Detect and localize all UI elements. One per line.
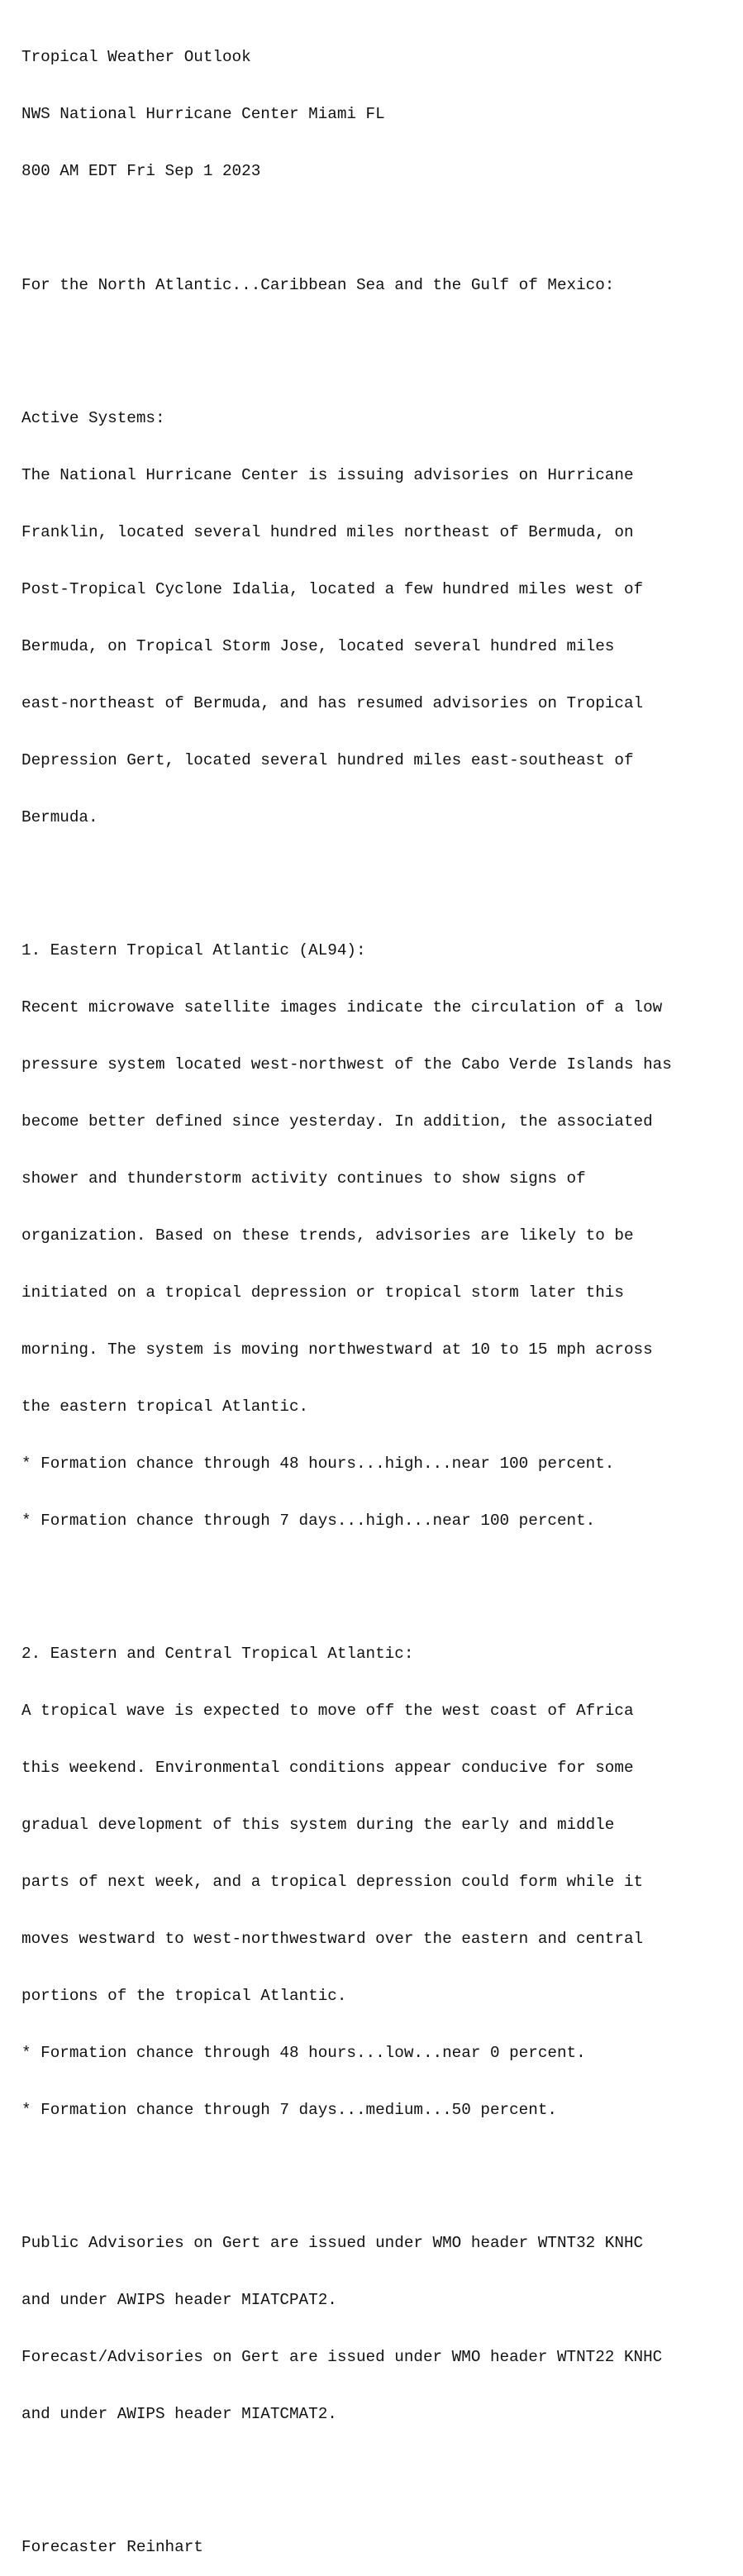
outlook-1-line: become better defined since yesterday. In addition, the associated: [21, 1112, 653, 1131]
active-systems-line: Franklin, located several hundred miles northeast of Bermuda, on: [21, 523, 634, 541]
outlook-2-heading: 2. Eastern and Central Tropical Atlantic:: [21, 1645, 414, 1663]
outlook-1-chance-7d: * Formation chance through 7 days...high...near 100 percent.: [21, 1512, 596, 1530]
advisory-info-line: and under AWIPS header MIATCMAT2.: [21, 2405, 337, 2423]
active-systems-line: Bermuda, on Tropical Storm Jose, located several hundred miles: [21, 637, 615, 655]
scope-line: For the North Atlantic...Caribbean Sea and the Gulf of Mexico:: [21, 276, 615, 294]
outlook-2-line: this weekend. Environmental conditions appear conducive for some: [21, 1759, 634, 1777]
outlook-2-chance-7d: * Formation chance through 7 days...medium...50 percent.: [21, 2101, 557, 2119]
outlook-2-line: portions of the tropical Atlantic.: [21, 1987, 347, 2005]
outlook-1-line: morning. The system is moving northwestward at 10 to 15 mph across: [21, 1340, 653, 1359]
advisory-info-line: Public Advisories on Gert are issued under WMO header WTNT32 KNHC: [21, 2234, 644, 2252]
tropical-weather-outlook-document: [21, 10, 672, 2576]
active-systems-line: Post-Tropical Cyclone Idalia, located a few hundred miles west of: [21, 580, 644, 598]
active-systems-line: The National Hurricane Center is issuing advisories on Hurricane: [21, 466, 634, 484]
active-systems-line: Depression Gert, located several hundred miles east-southeast of: [21, 751, 634, 769]
outlook-2-chance-48h: * Formation chance through 48 hours...low...near 0 percent.: [21, 2044, 586, 2062]
document-title: Tropical Weather Outlook: [21, 48, 251, 66]
blank-line: [21, 333, 672, 352]
blank-line: [21, 219, 672, 238]
outlook-2-line: moves westward to west-northwestward over the eastern and central: [21, 1930, 644, 1948]
blank-line: [21, 2158, 672, 2177]
outlook-1-line: shower and thunderstorm activity continues to show signs of: [21, 1169, 586, 1188]
issue-time: 800 AM EDT Fri Sep 1 2023: [21, 162, 261, 180]
blank-line: [21, 1569, 672, 1588]
outlook-1-heading: 1. Eastern Tropical Atlantic (AL94):: [21, 941, 366, 959]
blank-line: [21, 865, 672, 884]
active-systems-line: east-northeast of Bermuda, and has resumed advisories on Tropical: [21, 694, 644, 712]
blank-line: [21, 2462, 672, 2481]
outlook-2-line: gradual development of this system during the early and middle: [21, 1816, 615, 1834]
issuing-office: NWS National Hurricane Center Miami FL: [21, 105, 385, 123]
outlook-1-line: Recent microwave satellite images indicate the circulation of a low: [21, 998, 663, 1017]
outlook-1-line: the eastern tropical Atlantic.: [21, 1398, 309, 1416]
outlook-1-line: organization. Based on these trends, advisories are likely to be: [21, 1226, 634, 1245]
forecaster-signature: Forecaster Reinhart: [21, 2538, 203, 2556]
outlook-1-line: pressure system located west-northwest of the Cabo Verde Islands has: [21, 1055, 672, 1074]
active-systems-heading: Active Systems:: [21, 409, 165, 427]
outlook-2-line: parts of next week, and a tropical depression could form while it: [21, 1873, 644, 1891]
outlook-2-line: A tropical wave is expected to move off the west coast of Africa: [21, 1702, 634, 1720]
advisory-info-line: Forecast/Advisories on Gert are issued under WMO header WTNT22 KNHC: [21, 2348, 663, 2366]
outlook-1-chance-48h: * Formation chance through 48 hours...high...near 100 percent.: [21, 1455, 615, 1473]
active-systems-line: Bermuda.: [21, 808, 98, 826]
outlook-1-line: initiated on a tropical depression or tropical storm later this: [21, 1283, 624, 1302]
advisory-info-line: and under AWIPS header MIATCPAT2.: [21, 2291, 337, 2309]
